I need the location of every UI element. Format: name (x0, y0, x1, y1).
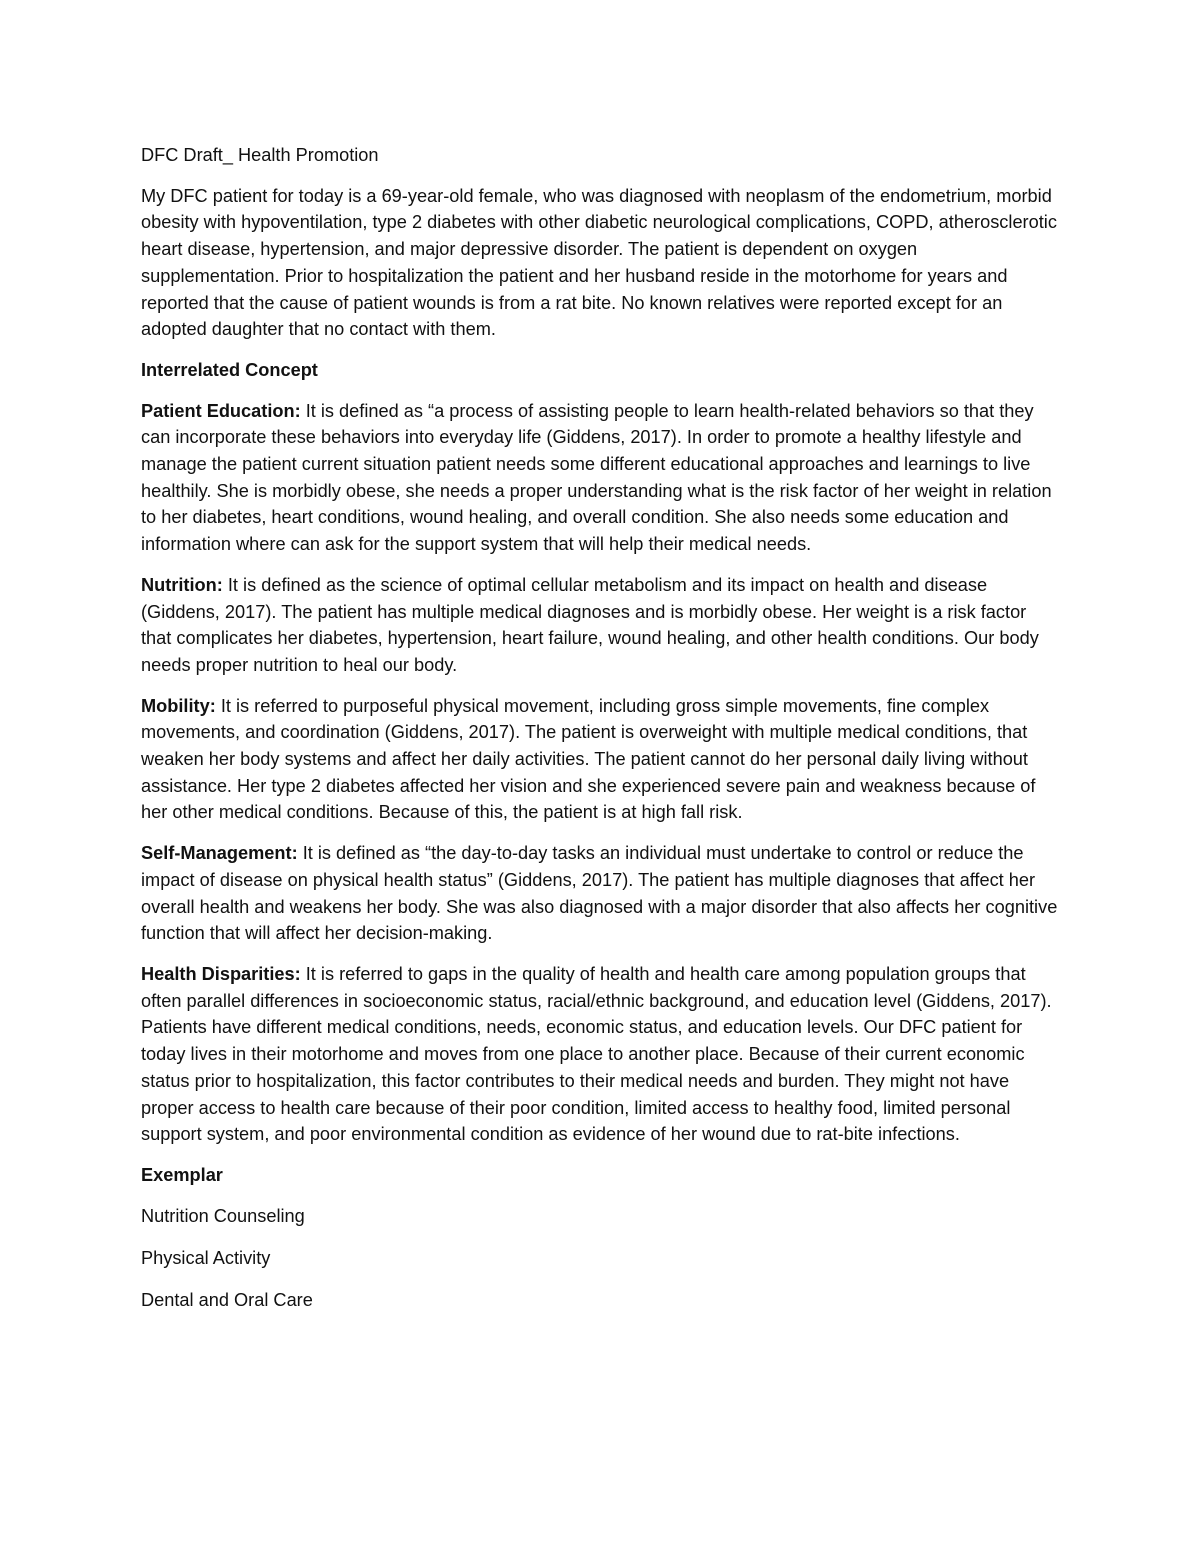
concept-text: It is defined as “the day-to-day tasks an individual must undertake to control or reduce the impact of disease on physical health status” (Giddens, 2017). The patient has multiple diagnoses that affect her overall health and weakens her body. She was also diagnosed with a major disorder that also affects her cognitive function that will affect her decision-making. (141, 843, 1058, 944)
concept-term: Mobility: (141, 695, 216, 716)
exemplar-item: Physical Activity (141, 1248, 271, 1268)
concept-term: Health Disparities: (141, 963, 301, 984)
intro-paragraph: My DFC patient for today is a 69-year-old female, who was diagnosed with neoplasm of the endometrium, morbid obesity with hypoventilation, type 2 diabetes with other diabetic neurological complications, COPD, atherosclerotic heart disease, hypertension, and major depressive disorder. The patient is dependent on oxygen supplementation. Prior to hospitalization the patient and her husband reside in the motorhome for years and reported that the cause of patient wounds is from a rat bite. No known relatives were reported except for an adopted daughter that no contact with them. (141, 185, 1057, 340)
concept-text: It is referred to purposeful physical movement, including gross simple movements, fine complex movements, and coordination (Giddens, 2017). The patient is overweight with multiple medical conditions, that weaken her body systems and affect her daily activities. The patient cannot do her personal daily living without assistance. Her type 2 diabetes affected her vision and she experienced severe pain and weakness because of her other medical conditions. Because of this, the patient is at high fall risk. (141, 695, 1036, 823)
document-title: DFC Draft_ Health Promotion (141, 145, 379, 165)
concept-text: It is defined as “a process of assisting people to learn health-related behaviors so that they can incorporate these behaviors into everyday life (Giddens, 2017). In order to promote a healthy lifestyle and manage the patient current situation patient needs some different educational approaches and learnings to live healthily. She is morbidly obese, she needs a proper understanding what is the risk factor of her weight in relation to her diabetes, heart conditions, wound healing, and overall condition. She also needs some education and information where can ask for the support system that will help their medical needs. (141, 400, 1052, 555)
concept-term: Self-Management: (141, 843, 298, 864)
interrelated-concept-heading: Interrelated Concept (141, 359, 318, 380)
concept-paragraph-mobility (141, 693, 1060, 827)
concept-paragraph-health-disparities (141, 961, 1060, 1148)
concept-text: It is referred to gaps in the quality of health and health care among population groups that often parallel differences in socioeconomic status, racial/ethnic background, and education level (Giddens, 2017). Patients have different medical conditions, needs, economic status, and education levels. Our DFC patient for today lives in their motorhome and moves from one place to another place. Because of their current economic status prior to hospitalization, this factor contributes to their medical needs and burden. They might not have proper access to health care because of their poor condition, limited access to healthy food, limited personal support system, and poor environmental condition as evidence of her wound due to rat-bite infections. (141, 963, 1052, 1145)
exemplar-item: Nutrition Counseling (141, 1205, 305, 1226)
concept-term: Nutrition: (141, 574, 223, 595)
concept-paragraph-patient-education (141, 398, 1060, 558)
exemplar-heading: Exemplar (141, 1164, 223, 1185)
concept-paragraph-self-management (141, 840, 1060, 947)
exemplar-item: Dental and Oral Care (141, 1290, 313, 1311)
concept-paragraph-nutrition (141, 572, 1060, 679)
concept-term: Patient Education: (141, 400, 301, 421)
concept-text: It is defined as the science of optimal cellular metabolism and its impact on health and disease (Giddens, 2017). The patient has multiple medical diagnoses and is morbidly obese. Her weight is a risk factor that complicates her diabetes, hypertension, heart failure, wound healing, and other health conditions. Our body needs proper nutrition to heal our body. (141, 574, 1039, 675)
